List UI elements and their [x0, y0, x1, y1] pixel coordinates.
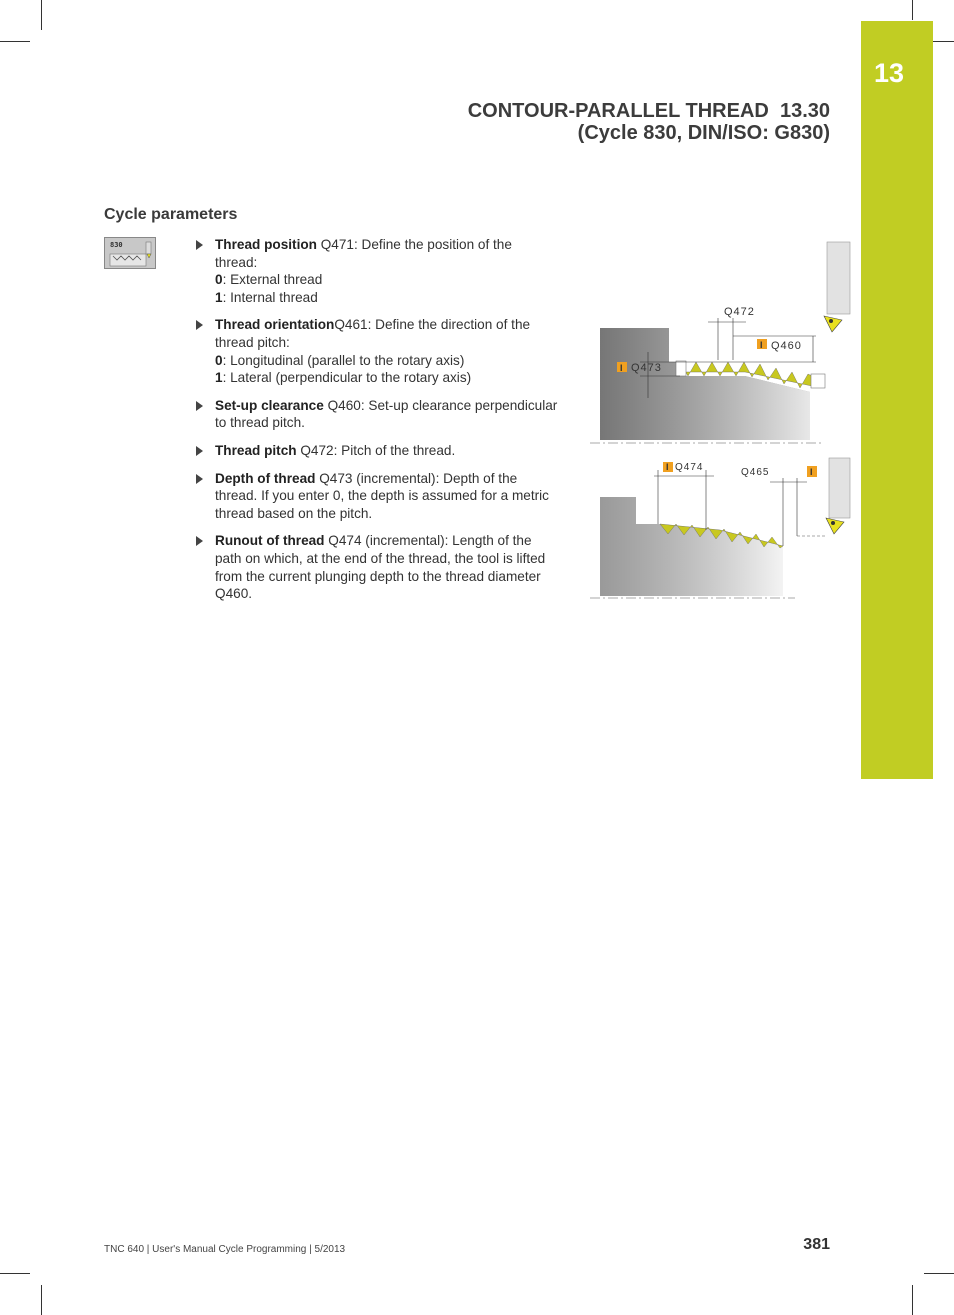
crop-mark [0, 1273, 30, 1274]
option-key: 1 [215, 289, 223, 305]
label-q474: Q474 [675, 462, 704, 473]
header-title-line1: CONTOUR-PARALLEL THREAD 13.30 [467, 100, 830, 122]
option-text: : Lateral (perpendicular to the rotary axis) [222, 370, 472, 386]
incremental-mark: I [810, 467, 813, 477]
param-desc: Q473 (incremental): Depth of the thread. If you enter 0, the depth is assumed for a metric thread based on the pitch. [215, 470, 549, 521]
bullet-arrow-icon [196, 474, 203, 484]
param-name: Set-up clearance [215, 397, 324, 413]
softkey-graphic [105, 238, 155, 268]
page-number: 381 [803, 1236, 830, 1253]
label-q472: Q472 [724, 306, 755, 318]
softkey-label: 830 [110, 241, 123, 249]
param-desc: Q471: Define the position of the thread: [215, 237, 512, 270]
top-diagram [590, 242, 850, 443]
cycle-softkey-icon [104, 237, 156, 269]
option-key: 0 [215, 352, 223, 368]
crop-mark [41, 0, 42, 30]
option-text: : External thread [222, 272, 323, 288]
crop-mark [912, 0, 913, 20]
param-thread-position [196, 236, 558, 306]
param-thread-orientation [196, 316, 558, 386]
label-q465: Q465 [741, 467, 770, 478]
bullet-arrow-icon [196, 446, 203, 456]
param-desc: Q461: Define the direction of the thread pitch: [215, 317, 531, 350]
option-key: 0 [215, 272, 223, 288]
thread-cycle-illustration [585, 238, 855, 608]
chapter-tab [861, 21, 933, 779]
param-name: Runout of thread [215, 533, 325, 549]
footer-text: TNC 640 | User's Manual Cycle Programming | 5/2013 [104, 1244, 346, 1255]
header-title-line2: (Cycle 830, DIN/ISO: G830) [577, 122, 830, 144]
bullet-arrow-icon [196, 536, 203, 546]
crop-mark [924, 1273, 954, 1274]
crop-mark [0, 41, 30, 42]
option-key: 1 [215, 370, 223, 386]
param-name: Depth of thread [215, 470, 316, 486]
page-header [468, 100, 830, 144]
bullet-arrow-icon [196, 401, 203, 411]
option-text: : Internal thread [222, 289, 318, 305]
parameter-list [196, 236, 558, 613]
param-desc: Q460: Set-up clearance perpendicular to thread pitch. [215, 397, 558, 431]
param-runout-of-thread [196, 532, 558, 602]
label-q473: Q473 [631, 362, 662, 374]
param-name: Thread pitch [215, 442, 297, 458]
bottom-diagram [590, 458, 850, 598]
bullet-arrow-icon [196, 320, 203, 330]
param-name: Thread position [215, 237, 317, 252]
bullet-arrow-icon [196, 240, 203, 250]
param-desc: Q474 (incremental): Length of the path on which, at the end of the thread, the tool is lifted from the current plunging depth to the thread diameter Q460. [215, 533, 546, 602]
incremental-mark: I [620, 363, 623, 373]
crop-mark [912, 1285, 913, 1315]
label-q460: Q460 [771, 340, 802, 352]
param-depth-of-thread [196, 470, 558, 523]
crop-mark [41, 1285, 42, 1315]
incremental-mark: I [760, 340, 763, 350]
incremental-mark: I [666, 462, 669, 472]
section-title: Cycle parameters [104, 206, 238, 223]
param-thread-pitch [196, 442, 558, 460]
option-text: : Longitudinal (parallel to the rotary axis) [222, 352, 465, 368]
param-name: Thread orientation [215, 317, 335, 333]
param-desc: Q472: Pitch of the thread. [296, 442, 456, 458]
param-setup-clearance [196, 397, 558, 432]
chapter-number: 13 [873, 58, 905, 88]
